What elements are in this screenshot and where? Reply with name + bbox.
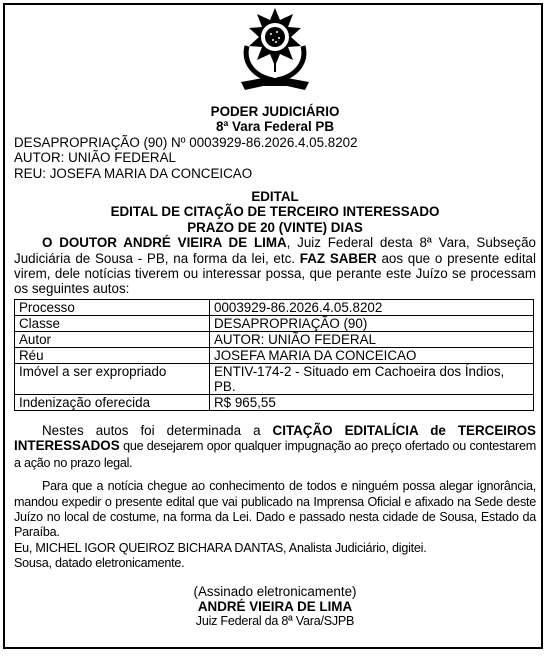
citation-paragraph: Nestes autos foi determinada a CITAÇÃO EDITALÍCIA de TERCEIROS INTERESSADOS que desejarem opor qualquer impugnação ao preço ofertado ou contestarem a ação no prazo legal. — [14, 422, 536, 470]
signature-note: (Assinado eletronicamente) — [193, 583, 357, 599]
institution-name: PODER JUDICIÁRIO — [210, 104, 340, 119]
author-line: AUTOR: UNIÃO FEDERAL — [14, 150, 176, 166]
typed-by-line: Eu, MICHEL IGOR QUEIROZ BICHARA DANTAS, Analista Judiciário, digitei. — [14, 540, 427, 555]
citation-heading: EDITAL DE CITAÇÃO DE TERCEIRO INTERESSADO — [110, 204, 440, 220]
coat-of-arms-icon — [233, 6, 317, 96]
publication-paragraph: Para que a notícia chegue ao conhecimento de todos e ninguém possa alegar ignorância, mandou expedir o presente edital que vai publicado na Imprensa Oficial e afixado na Sede deste Juízo no local de costume, na forma da Lei. Dado e passado nesta cidade de Sousa, Estado da Paraíba. — [14, 479, 536, 540]
signature-role: Juiz Federal da 8ª Vara/SJPB — [195, 614, 355, 629]
table-row: Indenização oferecida R$ 965,55 — [15, 394, 534, 410]
deadline-heading: PRAZO DE 20 (VINTE) DIAS — [187, 219, 363, 235]
faz-saber: FAZ SABER — [299, 250, 377, 266]
table-row: Processo 0003929-86.2026.4.05.8202 — [15, 299, 534, 315]
table-row: Imóvel a ser expropriado ENTIV-174-2 - Situado em Cachoeira dos Índios, PB. — [15, 363, 534, 394]
table-row: Autor AUTOR: UNIÃO FEDERAL — [15, 331, 534, 347]
judge-name: O DOUTOR ANDRÉ VIEIRA DE LIMA — [42, 235, 287, 251]
case-details-table — [14, 299, 534, 411]
edital-heading: EDITAL — [251, 189, 299, 205]
edital-document — [14, 6, 536, 630]
defendant-line: REU: JOSEFA MARIA DA CONCEICAO — [14, 165, 253, 181]
table-row: Classe DESAPROPRIAÇÃO (90) — [15, 315, 534, 331]
table-row: Réu JOSEFA MARIA DA CONCEICAO — [15, 347, 534, 363]
signature-name: ANDRÉ VIEIRA DE LIMA — [197, 598, 353, 614]
intro-paragraph: O DOUTOR ANDRÉ VIEIRA DE LIMA, Juiz Federal desta 8ª Vara, Subseção Judiciária de Sousa - PB, na forma da lei, etc. FAZ SABER aos que o presente edital virem, dele notícias tiverem ou interessar possa, que perante este Juízo se processam os seguintes autos: — [14, 235, 536, 297]
case-number-line: DESAPROPRIAÇÃO (90) Nº 0003929-86.2026.4.05.8202 — [14, 134, 358, 150]
court-name: 8ª Vara Federal PB — [215, 119, 335, 135]
place-date-line: Sousa, datado eletronicamente. — [14, 556, 185, 571]
